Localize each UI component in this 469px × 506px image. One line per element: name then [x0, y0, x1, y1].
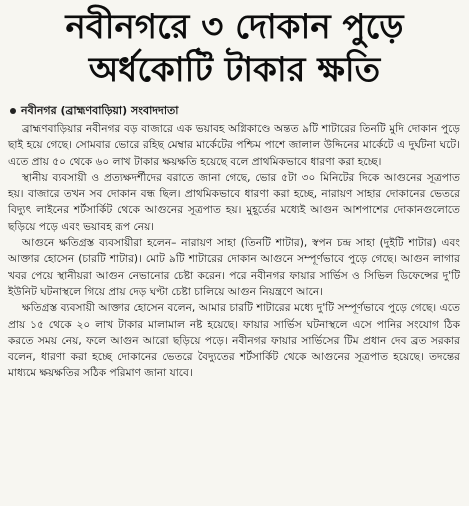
- byline: [10, 103, 178, 119]
- headline: [6, 6, 463, 92]
- headline-line-1: নবীনগরে ৩ দোকান পুড়ে: [65, 7, 404, 47]
- article-paragraph-1: ব্রাহ্মণবাড়িয়ার নবীনগর বড় বাজারে এক ভয়াবহ অগ্নিকাণ্ডে অন্তত ৯টি শাটারের তিনটি মুদি দোকান পুড়ে ছাই হয়ে গেছে। সোমবার ভোরে রহিছ মেম্বার মার্কেটের পশ্চিম পাশে জালাল উদ্দিনের মার্কেটে এ দুর্ঘটনা ঘটে। এতে প্রায় ৫০ থেকে ৬০ লাখ টাকার ক্ষয়ক্ষতি হয়েছে বলে প্রাথমিকভাবে ধারণা করা হচ্ছে।: [8, 123, 460, 168]
- headline-line-2: অর্ধকোটি টাকার ক্ষতি: [88, 50, 381, 90]
- byline-text: নবীনগর (ব্রাহ্মণবাড়িয়া) সংবাদদাতা: [21, 104, 179, 117]
- article-paragraph-3: আগুনে ক্ষতিগ্রস্ত ব্যবসায়ীরা হলেন– নারায়ণ সাহা (তিনটি শাটার), স্বপন চন্দ্র সাহা (দুইটি শাটার) এবং আক্তার হোসেন (চারটি শাটার)। মোট ৯টি শাটারের দোকান আগুনে সম্পূর্ণভাবে পুড়ে গেছে। আগুন লাগার খবর পেয়ে স্থানীয়রা আগুন নেভানোর চেষ্টা করেন। পরে নবীনগর ফায়ার সার্ভিস ও সিভিল ডিফেন্সের দু'টি ইউনিট ঘটনাস্থলে গিয়ে প্রায় দেড় ঘণ্টা চেষ্টা চালিয়ে আগুন নিয়ন্ত্রণে আনে।: [8, 237, 460, 298]
- article-body: [8, 121, 460, 382]
- article-paragraph-2: স্থানীয় ব্যবসায়ী ও প্রত্যক্ষদর্শীদের বরাতে জানা গেছে, ভোর ৫টা ৩০ মিনিটের দিকে আগুনের সূত্রপাত হয়। বাজারে তখন সব দোকান বন্ধ ছিল। প্রাথমিকভাবে ধারণা করা হচ্ছে, নারায়ণ সাহার দোকানের ভেতরে বিদ্যুৎ লাইনের শর্টসার্কিট থেকে আগুনের সূত্রপাত হয়। মুহূর্তের মধ্যেই আগুন আশপাশের দোকানগুলোতে ছড়িয়ে পড়ে এবং ভয়াবহ রূপ নেয়।: [8, 171, 460, 233]
- article-paragraph-4: ক্ষতিগ্রস্ত ব্যবসায়ী আক্তার হোসেন বলেন, আমার চারটি শাটারের মধ্যে দু'টি সম্পূর্ণভাবে পুড়ে গেছে। এতে প্রায় ১৫ থেকে ২০ লাখ টাকার মালামাল নষ্ট হয়েছে। ফায়ার সার্ভিস ঘটনাস্থলে এসে পানির সংযোগ ঠিক করতে সময় নেয়, ফলে আগুন আরো ছড়িয়ে পড়ে। নবীনগর ফায়ার সার্ভিসের টিম প্রধান দেব ব্রত সরকার বলেন, ধারণা করা হচ্ছে দোকানের ভেতরে বৈদ্যুতের শর্টসার্কিট থেকে আগুনের সূত্রপাত হয়েছে। তদন্তের মাধ্যমে ক্ষয়ক্ষতির সঠিক পরিমাণ জানা যাবে।: [8, 302, 460, 380]
- bullet-icon: [10, 108, 16, 114]
